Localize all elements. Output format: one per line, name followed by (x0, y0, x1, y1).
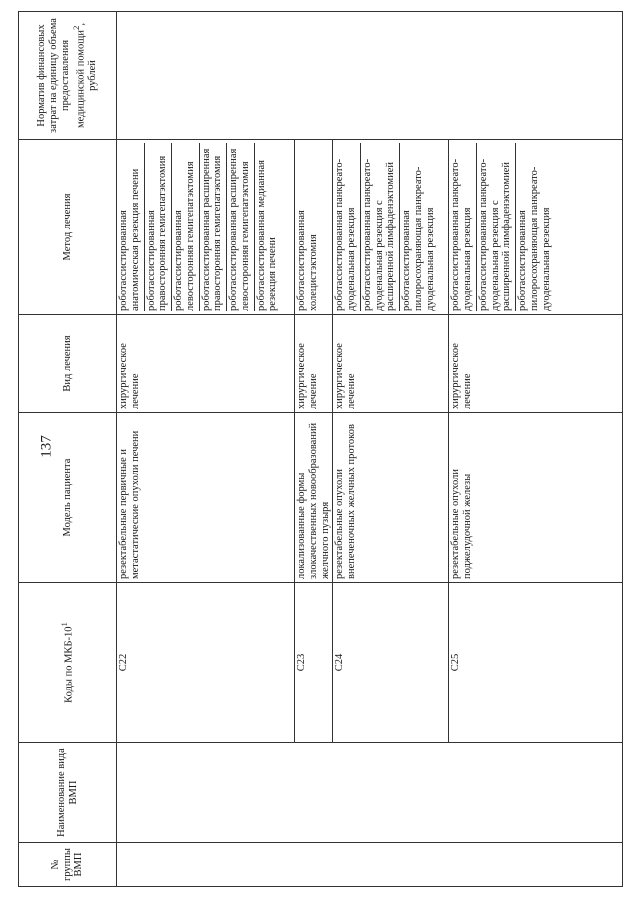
header-group-no: № группы ВМП (19, 843, 117, 887)
treatment-method-cell (333, 140, 449, 315)
header-treatment-method: Метод лечения (19, 140, 117, 315)
patient-model-cell: резектабельные опухоли поджелудочной железы (449, 413, 623, 583)
icd-code-cell: С25 (449, 583, 623, 743)
icd-code-cell: С24 (333, 583, 449, 743)
method-item: роботассистированная медианная резекция печени (255, 160, 279, 311)
patient-model-cell: локализованные формы злокачественных новообразований желчного пузыря (295, 413, 333, 583)
icd-code-cell: С22 (117, 583, 295, 743)
treatment-type-cell: хирургическое лечение (449, 315, 623, 413)
vmp-name-cell (117, 743, 623, 843)
method-item: роботассистированная панкреато-дуоденальная резекция (333, 143, 361, 311)
method-item: роботассистированная холецистэктомия (296, 210, 319, 311)
method-item: роботассистированная панкреато-дуоденальная резекция с расширенной лимфаденэктомией (477, 143, 516, 311)
method-item: роботассистированная панкреато-дуоденальная резекция (449, 143, 477, 311)
treatment-method-cell (449, 140, 623, 315)
header-icd-codes: Коды по МКБ-$10^1$ (19, 583, 117, 743)
method-item: роботассистированная правосторонняя гемигепатэктомия (145, 143, 173, 311)
header-vmp-name: Наименование вида ВМП (19, 743, 117, 843)
method-item: роботассистированная пилоросохраняющая панкреато-дуоденальная резекция (401, 166, 436, 311)
table-row (117, 12, 295, 887)
treatment-method-cell (295, 140, 333, 315)
header-patient-model: Модель пациента (19, 413, 117, 583)
treatment-type-cell: хирургическое лечение (117, 315, 295, 413)
method-item: роботассистированная пилоросохраняющая панкреато-дуоденальная резекция (517, 166, 552, 311)
normative-cell (117, 12, 623, 140)
vmp-table (18, 11, 623, 887)
header-treatment-type: Вид лечения (19, 315, 117, 413)
patient-model-cell: резектабельные опухоли внепеченочных желчных протоков (333, 413, 449, 583)
method-item: роботассистированная левосторонняя гемигепатэктомия (172, 143, 200, 311)
treatment-method-cell (117, 140, 295, 315)
group-no-cell (117, 843, 623, 887)
method-item: роботассистированная анатомическая резекция печени (117, 143, 145, 311)
rotated-table-container (18, 12, 623, 887)
method-item: роботассистированная расширенная правосторонняя гемигепатэктомия (200, 143, 228, 311)
header-normative: Норматив финансовых затрат на единицу объема предоставления медицинской помощи$^2$, рублей (19, 12, 117, 140)
treatment-type-cell: хирургическое лечение (333, 315, 449, 413)
method-item: роботассистированная расширенная левосторонняя гемигепатэктомия (227, 143, 255, 311)
method-item: роботассистированная панкреато-дуоденальная резекция с расширенной лимфаденэктомией (361, 143, 400, 311)
page-number: 137 (38, 435, 55, 458)
patient-model-cell: резектабельные первичные и метастатические опухоли печени (117, 413, 295, 583)
icd-code-cell: С23 (295, 583, 333, 743)
treatment-type-cell: хирургическое лечение (295, 315, 333, 413)
